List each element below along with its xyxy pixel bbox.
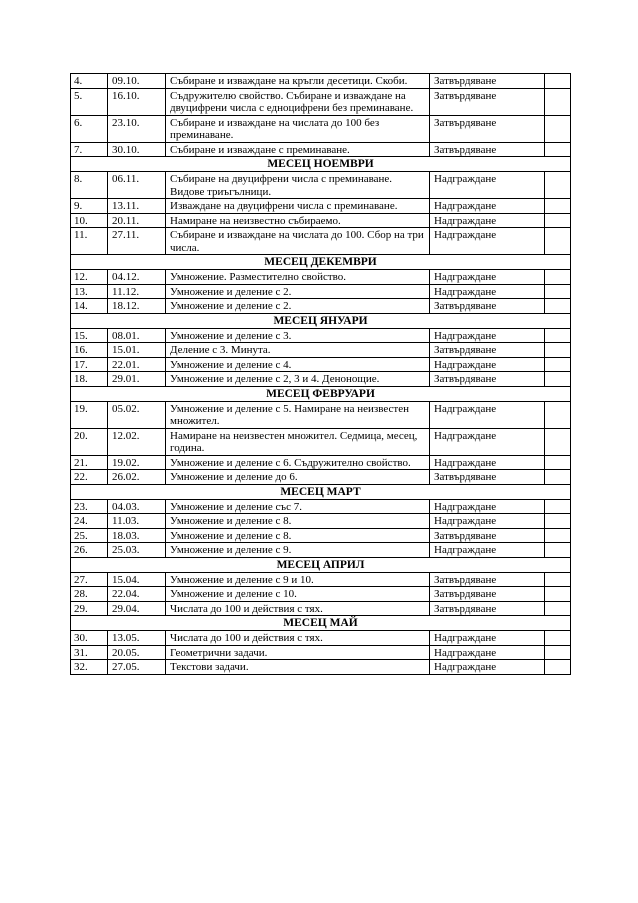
lesson-topic-cell: Събиране и изваждане на числата до 100. Сбор на три числа. xyxy=(166,228,430,255)
lesson-number-cell: 28. xyxy=(71,587,108,602)
notes-cell xyxy=(545,343,571,358)
lesson-date-cell: 25.03. xyxy=(108,543,166,558)
lesson-number-cell: 25. xyxy=(71,528,108,543)
lesson-number-cell: 26. xyxy=(71,543,108,558)
lesson-topic-cell: Събиране на двуцифрени числа с преминаване. Видове триъгълници. xyxy=(166,172,430,199)
lesson-number-cell: 21. xyxy=(71,455,108,470)
month-header-row xyxy=(71,255,571,270)
lesson-number-cell: 16. xyxy=(71,343,108,358)
lesson-number-cell: 30. xyxy=(71,631,108,646)
table-row xyxy=(71,470,571,485)
lesson-date-cell: 22.01. xyxy=(108,357,166,372)
lesson-topic-cell: Събиране и изваждане на числата до 100 без преминаване. xyxy=(166,115,430,142)
lesson-date-cell: 11.03. xyxy=(108,514,166,529)
lesson-number-cell: 9. xyxy=(71,199,108,214)
lesson-date-cell: 23.10. xyxy=(108,115,166,142)
notes-cell xyxy=(545,299,571,314)
table-row xyxy=(71,299,571,314)
lesson-date-cell: 29.04. xyxy=(108,601,166,616)
lesson-number-cell: 14. xyxy=(71,299,108,314)
table-row xyxy=(71,357,571,372)
table-row xyxy=(71,115,571,142)
lesson-date-cell: 04.12. xyxy=(108,270,166,285)
lesson-type-cell: Затвърдяване xyxy=(430,343,545,358)
table-row xyxy=(71,528,571,543)
table-row xyxy=(71,401,571,428)
lesson-topic-cell: Умножение и деление с 3. xyxy=(166,328,430,343)
lesson-date-cell: 09.10. xyxy=(108,74,166,89)
lesson-type-cell: Надграждане xyxy=(430,199,545,214)
month-header-row xyxy=(71,616,571,631)
table-row xyxy=(71,74,571,89)
lesson-date-cell: 30.10. xyxy=(108,142,166,157)
month-title: МЕСЕЦ ДЕКЕМВРИ xyxy=(71,255,571,270)
month-title: МЕСЕЦ АПРИЛ xyxy=(71,557,571,572)
lesson-topic-cell: Умножение и деление до 6. xyxy=(166,470,430,485)
notes-cell xyxy=(545,199,571,214)
table-row xyxy=(71,142,571,157)
lesson-topic-cell: Числата до 100 и действия с тях. xyxy=(166,631,430,646)
lesson-number-cell: 7. xyxy=(71,142,108,157)
table-row xyxy=(71,601,571,616)
notes-cell xyxy=(545,455,571,470)
lesson-date-cell: 11.12. xyxy=(108,284,166,299)
lesson-date-cell: 29.01. xyxy=(108,372,166,387)
lesson-number-cell: 15. xyxy=(71,328,108,343)
lesson-topic-cell: Умножение и деление с 2, 3 и 4. Денонощие. xyxy=(166,372,430,387)
notes-cell xyxy=(545,88,571,115)
lesson-date-cell: 16.10. xyxy=(108,88,166,115)
lesson-date-cell: 18.12. xyxy=(108,299,166,314)
lesson-number-cell: 13. xyxy=(71,284,108,299)
lesson-type-cell: Надграждане xyxy=(430,499,545,514)
table-row xyxy=(71,88,571,115)
lesson-topic-cell: Числата до 100 и действия с тях. xyxy=(166,601,430,616)
table-row xyxy=(71,270,571,285)
month-header-row xyxy=(71,386,571,401)
lesson-number-cell: 17. xyxy=(71,357,108,372)
notes-cell xyxy=(545,601,571,616)
notes-cell xyxy=(545,142,571,157)
lesson-number-cell: 11. xyxy=(71,228,108,255)
lesson-topic-cell: Умножение и деление с 8. xyxy=(166,514,430,529)
lesson-type-cell: Надграждане xyxy=(430,213,545,228)
lesson-number-cell: 31. xyxy=(71,645,108,660)
table-row xyxy=(71,499,571,514)
lesson-date-cell: 12.02. xyxy=(108,428,166,455)
table-row xyxy=(71,228,571,255)
notes-cell xyxy=(545,645,571,660)
table-row xyxy=(71,213,571,228)
lesson-type-cell: Затвърдяване xyxy=(430,470,545,485)
lesson-date-cell: 06.11. xyxy=(108,172,166,199)
notes-cell xyxy=(545,172,571,199)
lesson-date-cell: 22.04. xyxy=(108,587,166,602)
month-header-row xyxy=(71,313,571,328)
lesson-date-cell: 20.11. xyxy=(108,213,166,228)
table-row xyxy=(71,543,571,558)
lesson-topic-cell: Геометрични задачи. xyxy=(166,645,430,660)
lesson-type-cell: Надграждане xyxy=(430,401,545,428)
lesson-topic-cell: Умножение. Разместително свойство. xyxy=(166,270,430,285)
lesson-number-cell: 4. xyxy=(71,74,108,89)
lesson-topic-cell: Съдружителю свойство. Събиране и изваждане на двуцифрени числа с едноцифрени без преминаване. xyxy=(166,88,430,115)
notes-cell xyxy=(545,660,571,675)
notes-cell xyxy=(545,514,571,529)
lesson-number-cell: 10. xyxy=(71,213,108,228)
table-row xyxy=(71,372,571,387)
lesson-type-cell: Затвърдяване xyxy=(430,601,545,616)
notes-cell xyxy=(545,587,571,602)
notes-cell xyxy=(545,115,571,142)
table-row xyxy=(71,587,571,602)
notes-cell xyxy=(545,228,571,255)
lesson-topic-cell: Умножение и деление с 4. xyxy=(166,357,430,372)
lesson-type-cell: Затвърдяване xyxy=(430,115,545,142)
lesson-topic-cell: Намиране на неизвестен множител. Седмица, месец, година. xyxy=(166,428,430,455)
lesson-date-cell: 05.02. xyxy=(108,401,166,428)
lesson-type-cell: Надграждане xyxy=(430,357,545,372)
lesson-type-cell: Затвърдяване xyxy=(430,142,545,157)
notes-cell xyxy=(545,528,571,543)
lesson-date-cell: 13.11. xyxy=(108,199,166,214)
lesson-date-cell: 20.05. xyxy=(108,645,166,660)
lesson-number-cell: 27. xyxy=(71,572,108,587)
month-title: МЕСЕЦ НОЕМВРИ xyxy=(71,157,571,172)
month-title: МЕСЕЦ ФЕВРУАРИ xyxy=(71,386,571,401)
notes-cell xyxy=(545,631,571,646)
lesson-type-cell: Надграждане xyxy=(430,543,545,558)
notes-cell xyxy=(545,499,571,514)
notes-cell xyxy=(545,470,571,485)
lesson-number-cell: 32. xyxy=(71,660,108,675)
lesson-number-cell: 18. xyxy=(71,372,108,387)
lesson-date-cell: 04.03. xyxy=(108,499,166,514)
notes-cell xyxy=(545,284,571,299)
lesson-type-cell: Надграждане xyxy=(430,514,545,529)
month-header-row xyxy=(71,157,571,172)
lesson-topic-cell: Умножение и деление с 8. xyxy=(166,528,430,543)
table-row xyxy=(71,660,571,675)
lesson-topic-cell: Умножение и деление с 9 и 10. xyxy=(166,572,430,587)
table-row xyxy=(71,284,571,299)
lesson-type-cell: Надграждане xyxy=(430,455,545,470)
lesson-type-cell: Надграждане xyxy=(430,284,545,299)
lesson-type-cell: Затвърдяване xyxy=(430,372,545,387)
notes-cell xyxy=(545,372,571,387)
lesson-type-cell: Надграждане xyxy=(430,270,545,285)
lesson-topic-cell: Умножение и деление с 5. Намиране на неизвестен множител. xyxy=(166,401,430,428)
lesson-date-cell: 18.03. xyxy=(108,528,166,543)
lesson-number-cell: 6. xyxy=(71,115,108,142)
lesson-type-cell: Надграждане xyxy=(430,428,545,455)
lesson-topic-cell: Събиране и изваждане с преминаване. xyxy=(166,142,430,157)
lesson-type-cell: Надграждане xyxy=(430,631,545,646)
table-row xyxy=(71,172,571,199)
lesson-topic-cell: Умножение и деление с 9. xyxy=(166,543,430,558)
table-row xyxy=(71,514,571,529)
lesson-date-cell: 27.11. xyxy=(108,228,166,255)
lesson-number-cell: 19. xyxy=(71,401,108,428)
lesson-type-cell: Затвърдяване xyxy=(430,88,545,115)
notes-cell xyxy=(545,328,571,343)
table-row xyxy=(71,455,571,470)
lesson-date-cell: 19.02. xyxy=(108,455,166,470)
table-row xyxy=(71,572,571,587)
lesson-topic-cell: Умножение и деление със 7. xyxy=(166,499,430,514)
lesson-number-cell: 8. xyxy=(71,172,108,199)
table-row xyxy=(71,343,571,358)
lesson-type-cell: Затвърдяване xyxy=(430,528,545,543)
table-row xyxy=(71,631,571,646)
lesson-topic-cell: Събиране и изваждане на кръгли десетици. Скоби. xyxy=(166,74,430,89)
lesson-type-cell: Надграждане xyxy=(430,645,545,660)
lesson-topic-cell: Текстови задачи. xyxy=(166,660,430,675)
document-page xyxy=(70,73,570,675)
table-row xyxy=(71,328,571,343)
lesson-type-cell: Затвърдяване xyxy=(430,299,545,314)
notes-cell xyxy=(545,357,571,372)
lesson-date-cell: 26.02. xyxy=(108,470,166,485)
notes-cell xyxy=(545,543,571,558)
lesson-type-cell: Затвърдяване xyxy=(430,74,545,89)
month-title: МЕСЕЦ МАРТ xyxy=(71,484,571,499)
lesson-topic-cell: Умножение и деление с 2. xyxy=(166,284,430,299)
lesson-date-cell: 13.05. xyxy=(108,631,166,646)
month-title: МЕСЕЦ ЯНУАРИ xyxy=(71,313,571,328)
notes-cell xyxy=(545,572,571,587)
lesson-number-cell: 12. xyxy=(71,270,108,285)
table-row xyxy=(71,428,571,455)
lesson-topic-cell: Изваждане на двуцифрени числа с преминаване. xyxy=(166,199,430,214)
lesson-topic-cell: Деление с 3. Минута. xyxy=(166,343,430,358)
lesson-number-cell: 29. xyxy=(71,601,108,616)
lesson-topic-cell: Умножение и деление с 2. xyxy=(166,299,430,314)
lesson-topic-cell: Умножение и деление с 6. Съдружително свойство. xyxy=(166,455,430,470)
lesson-number-cell: 5. xyxy=(71,88,108,115)
lesson-number-cell: 23. xyxy=(71,499,108,514)
lesson-topic-cell: Намиране на неизвестно събираемо. xyxy=(166,213,430,228)
notes-cell xyxy=(545,401,571,428)
month-header-row xyxy=(71,557,571,572)
lesson-number-cell: 22. xyxy=(71,470,108,485)
lesson-type-cell: Надграждане xyxy=(430,328,545,343)
lesson-plan-table xyxy=(70,73,571,675)
lesson-type-cell: Надграждане xyxy=(430,660,545,675)
table-row xyxy=(71,645,571,660)
lesson-date-cell: 15.04. xyxy=(108,572,166,587)
month-header-row xyxy=(71,484,571,499)
lesson-type-cell: Затвърдяване xyxy=(430,572,545,587)
lesson-date-cell: 08.01. xyxy=(108,328,166,343)
lesson-topic-cell: Умножение и деление с 10. xyxy=(166,587,430,602)
lesson-number-cell: 20. xyxy=(71,428,108,455)
notes-cell xyxy=(545,428,571,455)
notes-cell xyxy=(545,213,571,228)
table-row xyxy=(71,199,571,214)
month-title: МЕСЕЦ МАЙ xyxy=(71,616,571,631)
lesson-date-cell: 15.01. xyxy=(108,343,166,358)
lesson-date-cell: 27.05. xyxy=(108,660,166,675)
lesson-type-cell: Надграждане xyxy=(430,172,545,199)
lesson-type-cell: Надграждане xyxy=(430,228,545,255)
lesson-type-cell: Затвърдяване xyxy=(430,587,545,602)
notes-cell xyxy=(545,74,571,89)
lesson-number-cell: 24. xyxy=(71,514,108,529)
notes-cell xyxy=(545,270,571,285)
